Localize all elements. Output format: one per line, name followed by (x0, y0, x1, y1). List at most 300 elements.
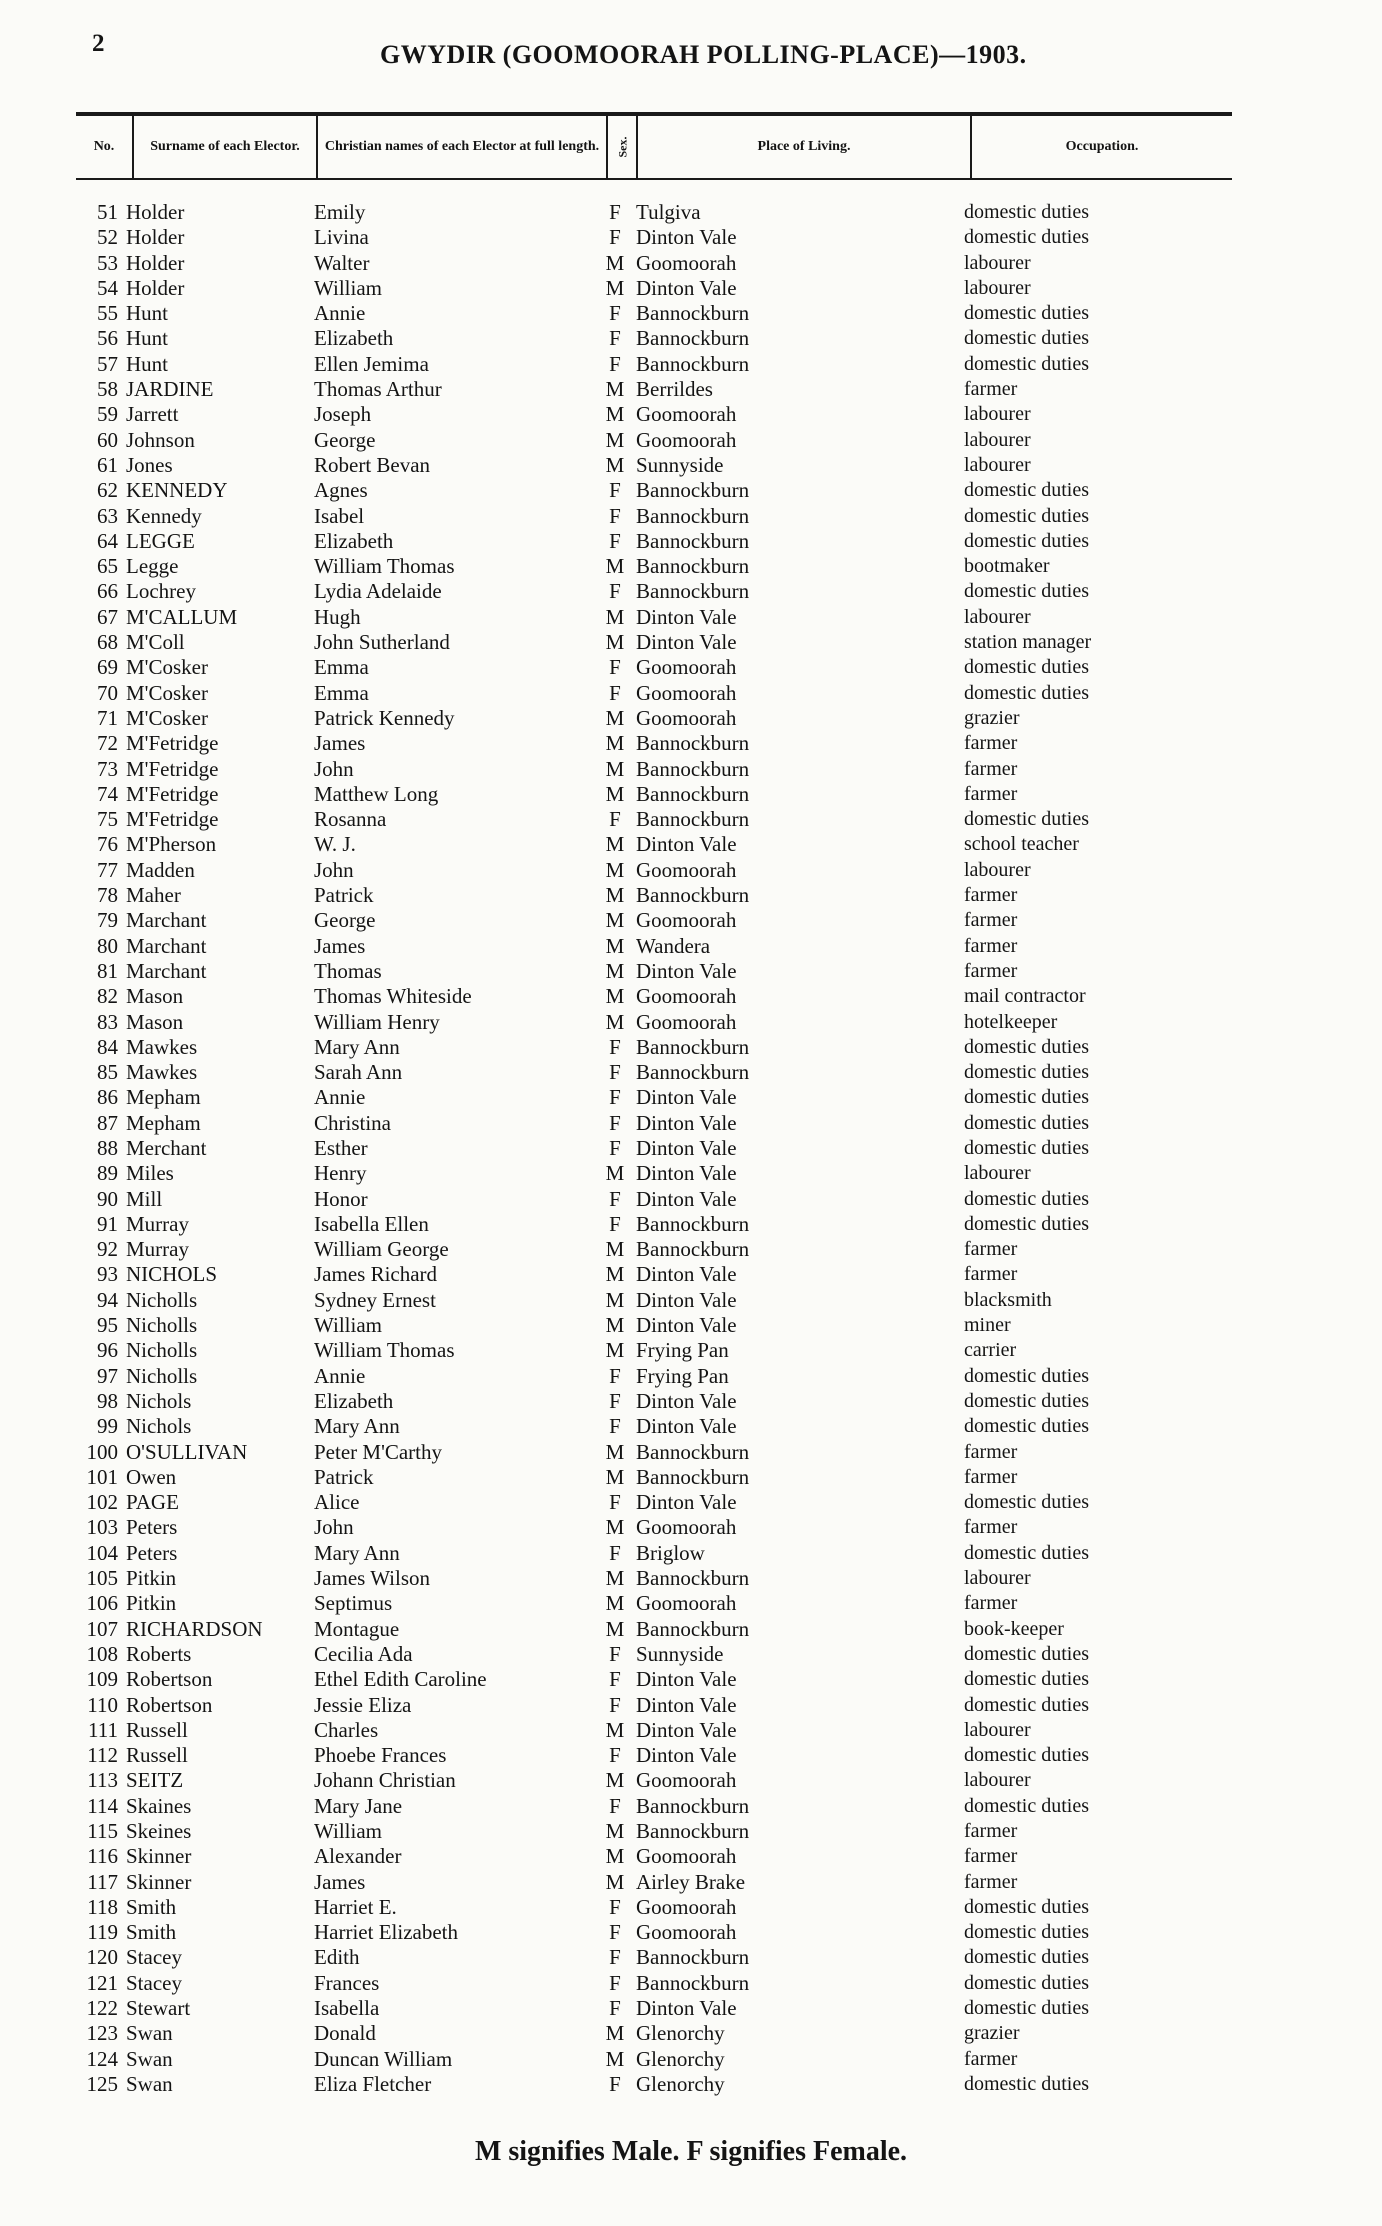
table-row (0, 605, 1382, 630)
elector-number: 113 (87, 1768, 118, 1793)
elector-christian-names: Elizabeth (314, 528, 394, 553)
elector-place: Dinton Vale (636, 1287, 737, 1312)
elector-occupation: domestic duties (964, 1946, 1089, 1969)
elector-number: 105 (86, 1566, 118, 1591)
elector-occupation: farmer (964, 884, 1018, 907)
elector-number: 70 (97, 680, 118, 705)
elector-number: 100 (86, 1439, 118, 1464)
elector-number: 107 (86, 1616, 118, 1641)
elector-place: Bannockburn (636, 1819, 750, 1843)
elector-christian-names: John (314, 1515, 354, 1540)
table-row (0, 681, 1382, 706)
elector-place: Bannockburn (636, 503, 750, 528)
elector-place: Bannockburn (636, 1211, 750, 1236)
elector-sex: F (609, 528, 621, 553)
elector-occupation: labourer (964, 453, 1031, 476)
table-row (0, 478, 1382, 503)
elector-occupation: farmer (964, 782, 1018, 805)
table-row (0, 1085, 1382, 1110)
elector-surname: Smith (126, 1920, 177, 1945)
elector-surname: Smith (126, 1894, 177, 1919)
elector-sex: M (605, 377, 625, 402)
elector-number: 117 (87, 1869, 118, 1894)
elector-christian-names: Cecilia Ada (314, 1641, 413, 1666)
table-row (0, 1035, 1382, 1060)
elector-christian-names: Elizabeth (314, 1388, 394, 1413)
elector-number: 85 (97, 1060, 118, 1085)
elector-occupation: domestic duties (964, 1668, 1089, 1691)
table-row (0, 529, 1382, 554)
elector-sex: F (609, 225, 621, 250)
elector-christian-names: Charles (314, 1717, 379, 1742)
table-row (0, 1414, 1382, 1439)
table-row (0, 453, 1382, 478)
elector-number: 69 (97, 655, 118, 680)
table-row (0, 832, 1382, 857)
elector-occupation: domestic duties (964, 1971, 1089, 1994)
page-number: 2 (92, 30, 105, 57)
elector-occupation: domestic duties (964, 808, 1089, 831)
elector-place: Dinton Vale (636, 1996, 737, 2021)
elector-surname: Stacey (126, 1945, 182, 1970)
elector-occupation: labourer (964, 1769, 1031, 1792)
elector-christian-names: William (314, 275, 382, 300)
elector-surname: Johnson (126, 427, 195, 452)
elector-sex: M (605, 1566, 625, 1591)
elector-number: 54 (97, 275, 118, 300)
elector-place: Bannockburn (636, 326, 750, 351)
elector-sex: M (605, 1464, 625, 1489)
elector-occupation: blacksmith (964, 1288, 1052, 1311)
elector-place: Sunnyside (636, 1641, 724, 1666)
elector-surname: Lochrey (126, 579, 196, 604)
table-row (0, 2072, 1382, 2097)
elector-place: Dinton Vale (636, 1743, 737, 1768)
elector-sex: F (609, 1135, 621, 1160)
elector-christian-names: Mary Ann (314, 1414, 400, 1439)
table-row (0, 934, 1382, 959)
table-row (0, 1237, 1382, 1262)
table-row (0, 251, 1382, 276)
elector-christian-names: Mary Jane (314, 1793, 403, 1818)
table-row (0, 1617, 1382, 1642)
elector-occupation: farmer (964, 1440, 1018, 1463)
elector-surname: Legge (126, 554, 179, 579)
elector-sex: F (609, 1363, 621, 1388)
table-row (0, 984, 1382, 1009)
elector-surname: M'Fetridge (126, 807, 219, 832)
header-bottom-rule (76, 178, 1232, 180)
elector-number: 111 (88, 1717, 118, 1742)
elector-number: 108 (86, 1641, 118, 1666)
elector-christian-names: Lydia Adelaide (314, 579, 442, 604)
elector-place: Bannockburn (636, 1034, 750, 1059)
elector-sex: F (609, 478, 621, 503)
elector-occupation: domestic duties (964, 1541, 1089, 1564)
elector-number: 104 (86, 1540, 118, 1565)
table-row (0, 1945, 1382, 1970)
elector-place: Goomoorah (636, 705, 737, 730)
elector-number: 109 (86, 1667, 118, 1692)
elector-christian-names: Robert Bevan (314, 452, 431, 477)
table-row (0, 1111, 1382, 1136)
elector-surname: Murray (126, 1237, 189, 1262)
elector-christian-names: Annie (314, 1085, 366, 1110)
elector-occupation: domestic duties (964, 1794, 1089, 1817)
column-header-no: No. (76, 116, 134, 178)
elector-number: 103 (86, 1515, 118, 1540)
elector-christian-names: James (314, 731, 366, 756)
elector-occupation: domestic duties (964, 1136, 1089, 1159)
elector-christian-names: Frances (314, 1970, 380, 1995)
elector-sex: M (605, 1338, 625, 1363)
elector-occupation: labourer (964, 1718, 1031, 1741)
elector-occupation: farmer (964, 1592, 1018, 1615)
elector-place: Dinton Vale (636, 630, 737, 655)
elector-sex: M (605, 250, 625, 275)
elector-christian-names: Livina (314, 225, 369, 250)
elector-sex: M (605, 958, 625, 983)
elector-sex: F (609, 1085, 621, 1110)
elector-number: 52 (97, 225, 118, 250)
elector-sex: M (605, 781, 625, 806)
elector-place: Dinton Vale (636, 1667, 737, 1692)
elector-number: 124 (86, 2046, 118, 2071)
elector-sex: M (605, 1313, 625, 1338)
elector-occupation: domestic duties (964, 2072, 1089, 2095)
table-row (0, 1844, 1382, 1869)
elector-sex: M (605, 1591, 625, 1616)
elector-number: 102 (86, 1490, 118, 1515)
table-row (0, 428, 1382, 453)
elector-occupation: domestic duties (964, 479, 1089, 502)
elector-surname: Mason (126, 984, 184, 1009)
elector-occupation: domestic duties (964, 1364, 1089, 1387)
elector-surname: Mill (126, 1186, 163, 1211)
elector-christian-names: John (314, 756, 354, 781)
elector-surname: KENNEDY (126, 478, 228, 503)
elector-christian-names: Joseph (314, 402, 372, 427)
elector-number: 66 (97, 579, 118, 604)
elector-place: Berrildes (636, 377, 713, 402)
elector-sex: M (605, 705, 625, 730)
elector-surname: JARDINE (126, 377, 214, 402)
elector-place: Dinton Vale (636, 832, 737, 857)
elector-occupation: labourer (964, 858, 1031, 881)
table-row (0, 908, 1382, 933)
elector-surname: Swan (126, 2046, 173, 2071)
elector-occupation: domestic duties (964, 1389, 1089, 1412)
table-row (0, 1136, 1382, 1161)
elector-surname: Pitkin (126, 1591, 177, 1616)
elector-occupation: carrier (964, 1339, 1017, 1362)
elector-occupation: domestic duties (964, 1111, 1089, 1134)
elector-surname: LEGGE (126, 528, 195, 553)
elector-christian-names: William (314, 1313, 382, 1338)
elector-sex: M (605, 731, 625, 756)
table-row (0, 883, 1382, 908)
table-row (0, 1187, 1382, 1212)
elector-christian-names: Harriet Elizabeth (314, 1920, 459, 1945)
elector-place: Bannockburn (636, 1464, 750, 1489)
elector-place: Dinton Vale (636, 1717, 737, 1742)
table-row (0, 1591, 1382, 1616)
elector-christian-names: Esther (314, 1135, 368, 1160)
elector-surname: M'Pherson (126, 832, 217, 857)
elector-surname: Owen (126, 1464, 177, 1489)
table-row (0, 1920, 1382, 1945)
elector-surname: Maher (126, 883, 181, 908)
table-row (0, 1440, 1382, 1465)
elector-number: 79 (97, 908, 118, 933)
elector-sex: F (609, 1641, 621, 1666)
elector-christian-names: Isabel (314, 503, 365, 528)
table-row (0, 1718, 1382, 1743)
elector-sex: F (609, 1490, 621, 1515)
elector-sex: F (609, 1894, 621, 1919)
elector-number: 53 (97, 250, 118, 275)
elector-christian-names: Sarah Ann (314, 1060, 403, 1085)
elector-number: 98 (97, 1388, 118, 1413)
elector-occupation: domestic duties (964, 681, 1089, 704)
elector-christian-names: Johann Christian (314, 1768, 456, 1793)
elector-number: 61 (97, 452, 118, 477)
elector-sex: M (605, 1262, 625, 1287)
elector-sex: M (605, 1869, 625, 1894)
elector-christian-names: Christina (314, 1110, 391, 1135)
elector-christian-names: William Thomas (314, 1338, 455, 1363)
elector-surname: Murray (126, 1211, 189, 1236)
elector-surname: Stewart (126, 1996, 191, 2021)
elector-number: 91 (97, 1211, 118, 1236)
elector-occupation: domestic duties (964, 504, 1089, 527)
elector-number: 75 (97, 807, 118, 832)
elector-christian-names: James Richard (314, 1262, 438, 1287)
elector-christian-names: William George (314, 1237, 449, 1262)
elector-place: Glenorchy (636, 2071, 725, 2096)
elector-christian-names: George (314, 908, 376, 933)
elector-surname: Peters (126, 1540, 178, 1565)
table-row (0, 1161, 1382, 1186)
elector-surname: Robertson (126, 1692, 213, 1717)
elector-occupation: domestic duties (964, 1744, 1089, 1767)
elector-number: 63 (97, 503, 118, 528)
elector-number: 116 (87, 1844, 118, 1869)
elector-christian-names: James Wilson (314, 1566, 431, 1591)
elector-christian-names: Septimus (314, 1591, 393, 1616)
elector-surname: Mawkes (126, 1060, 198, 1085)
elector-surname: Nicholls (126, 1363, 198, 1388)
elector-number: 73 (97, 756, 118, 781)
elector-sex: M (605, 275, 625, 300)
elector-surname: Marchant (126, 933, 207, 958)
elector-christian-names: Thomas (314, 958, 382, 983)
table-row (0, 706, 1382, 731)
elector-place: Dinton Vale (636, 1186, 737, 1211)
elector-number: 81 (97, 958, 118, 983)
elector-surname: Skeines (126, 1819, 192, 1843)
elector-surname: Skinner (126, 1869, 192, 1894)
elector-place: Glenorchy (636, 2021, 725, 2046)
elector-occupation: domestic duties (964, 352, 1089, 375)
elector-number: 87 (97, 1110, 118, 1135)
elector-sex: M (605, 630, 625, 655)
elector-number: 65 (97, 554, 118, 579)
elector-occupation: labourer (964, 251, 1031, 274)
elector-surname: M'Cosker (126, 680, 208, 705)
elector-sex: M (605, 933, 625, 958)
elector-surname: M'Cosker (126, 705, 208, 730)
elector-sex: M (605, 883, 625, 908)
elector-sex: M (605, 908, 625, 933)
elector-christian-names: Isabella (314, 1996, 380, 2021)
table-row (0, 1743, 1382, 1768)
elector-sex: F (609, 1667, 621, 1692)
elector-place: Dinton Vale (636, 1313, 737, 1338)
elector-place: Briglow (636, 1540, 705, 1565)
footer-legend: M signifies Male. F signifies Female. (474, 2136, 908, 2167)
elector-sex: F (609, 1692, 621, 1717)
elector-christian-names: Patrick (314, 883, 374, 908)
table-row (0, 276, 1382, 301)
table-row (0, 1870, 1382, 1895)
column-header-sex (608, 116, 638, 178)
elector-surname: Swan (126, 2021, 173, 2046)
elector-christian-names: Emma (314, 680, 369, 705)
elector-sex: F (609, 579, 621, 604)
elector-occupation: domestic duties (964, 529, 1089, 552)
elector-place: Goomoorah (636, 857, 737, 882)
elector-place: Goomoorah (636, 680, 737, 705)
elector-place: Bannockburn (636, 528, 750, 553)
elector-christian-names: Honor (314, 1186, 368, 1211)
table-row (0, 1667, 1382, 1692)
elector-surname: Skaines (126, 1793, 192, 1818)
elector-occupation: labourer (964, 605, 1031, 628)
elector-sex: M (605, 1844, 625, 1869)
elector-sex: M (605, 857, 625, 882)
elector-occupation: farmer (964, 2047, 1018, 2070)
elector-sex: F (609, 351, 621, 376)
elector-sex: M (605, 1717, 625, 1742)
elector-place: Goomoorah (636, 1768, 737, 1793)
elector-number: 125 (86, 2071, 118, 2096)
elector-number: 119 (87, 1920, 118, 1945)
elector-occupation: farmer (964, 1845, 1018, 1868)
elector-sex: F (609, 1996, 621, 2021)
elector-occupation: domestic duties (964, 1921, 1089, 1944)
table-row (0, 1212, 1382, 1237)
elector-surname: Mawkes (126, 1034, 198, 1059)
elector-occupation: farmer (964, 378, 1018, 401)
elector-surname: PAGE (126, 1490, 179, 1515)
elector-number: 67 (97, 604, 118, 629)
elector-occupation: farmer (964, 1263, 1018, 1286)
table-row (0, 301, 1382, 326)
elector-christian-names: Alexander (314, 1844, 402, 1869)
elector-surname: Madden (126, 857, 195, 882)
elector-surname: M'Cosker (126, 655, 208, 680)
elector-surname: Holder (126, 275, 185, 300)
elector-place: Bannockburn (636, 554, 750, 579)
table-row (0, 1996, 1382, 2021)
elector-place: Bannockburn (636, 1616, 750, 1641)
elector-surname: Russell (126, 1743, 188, 1768)
elector-christian-names: Agnes (314, 478, 368, 503)
elector-christian-names: Mary Ann (314, 1034, 400, 1059)
table-row (0, 402, 1382, 427)
elector-place: Sunnyside (636, 452, 724, 477)
elector-occupation: domestic duties (964, 1212, 1089, 1235)
elector-occupation: domestic duties (964, 1491, 1089, 1514)
elector-sex: F (609, 1540, 621, 1565)
elector-place: Dinton Vale (636, 958, 737, 983)
table-row (0, 1313, 1382, 1338)
elector-place: Bannockburn (636, 781, 750, 806)
elector-surname: Holder (126, 250, 185, 275)
elector-surname: Russell (126, 1717, 188, 1742)
table-row (0, 858, 1382, 883)
elector-sex: F (609, 1211, 621, 1236)
elector-surname: Nichols (126, 1388, 192, 1413)
elector-place: Goomoorah (636, 250, 737, 275)
elector-place: Goomoorah (636, 1920, 737, 1945)
elector-christian-names: William Henry (314, 1009, 440, 1034)
elector-number: 97 (97, 1363, 118, 1388)
table-row (0, 1541, 1382, 1566)
elector-sex: M (605, 1161, 625, 1186)
elector-sex: F (609, 1414, 621, 1439)
table-row (0, 352, 1382, 377)
table-row (0, 1971, 1382, 1996)
column-header-place: Place of Living. (638, 116, 972, 178)
elector-number: 60 (97, 427, 118, 452)
elector-sex: M (605, 1009, 625, 1034)
elector-number: 77 (97, 857, 118, 882)
elector-sex: F (609, 1388, 621, 1413)
elector-christian-names: James (314, 933, 366, 958)
elector-sex: F (609, 1110, 621, 1135)
elector-surname: Merchant (126, 1135, 207, 1160)
elector-surname: Mepham (126, 1085, 201, 1110)
elector-surname: Jones (126, 452, 173, 477)
table-row (0, 1010, 1382, 1035)
elector-sex: F (609, 1945, 621, 1970)
elector-sex: F (609, 1970, 621, 1995)
elector-surname: Hunt (126, 351, 168, 376)
elector-surname: Nicholls (126, 1287, 198, 1312)
elector-occupation: labourer (964, 428, 1031, 451)
elector-place: Goomoorah (636, 427, 737, 452)
elector-surname: SEITZ (126, 1768, 184, 1793)
elector-sex: M (605, 554, 625, 579)
elector-place: Goomoorah (636, 1009, 737, 1034)
elector-number: 82 (97, 984, 118, 1009)
elector-surname: Peters (126, 1515, 178, 1540)
elector-place: Dinton Vale (636, 1085, 737, 1110)
elector-sex: M (605, 1768, 625, 1793)
elector-place: Goomoorah (636, 984, 737, 1009)
elector-sex: F (609, 503, 621, 528)
elector-sex: M (605, 832, 625, 857)
elector-occupation: book-keeper (964, 1617, 1064, 1640)
elector-occupation: labourer (964, 403, 1031, 426)
elector-christian-names: Matthew Long (314, 781, 439, 806)
elector-christian-names: Eliza Fletcher (314, 2071, 432, 2096)
elector-place: Dinton Vale (636, 1692, 737, 1717)
elector-number: 93 (97, 1262, 118, 1287)
elector-sex: M (605, 984, 625, 1009)
